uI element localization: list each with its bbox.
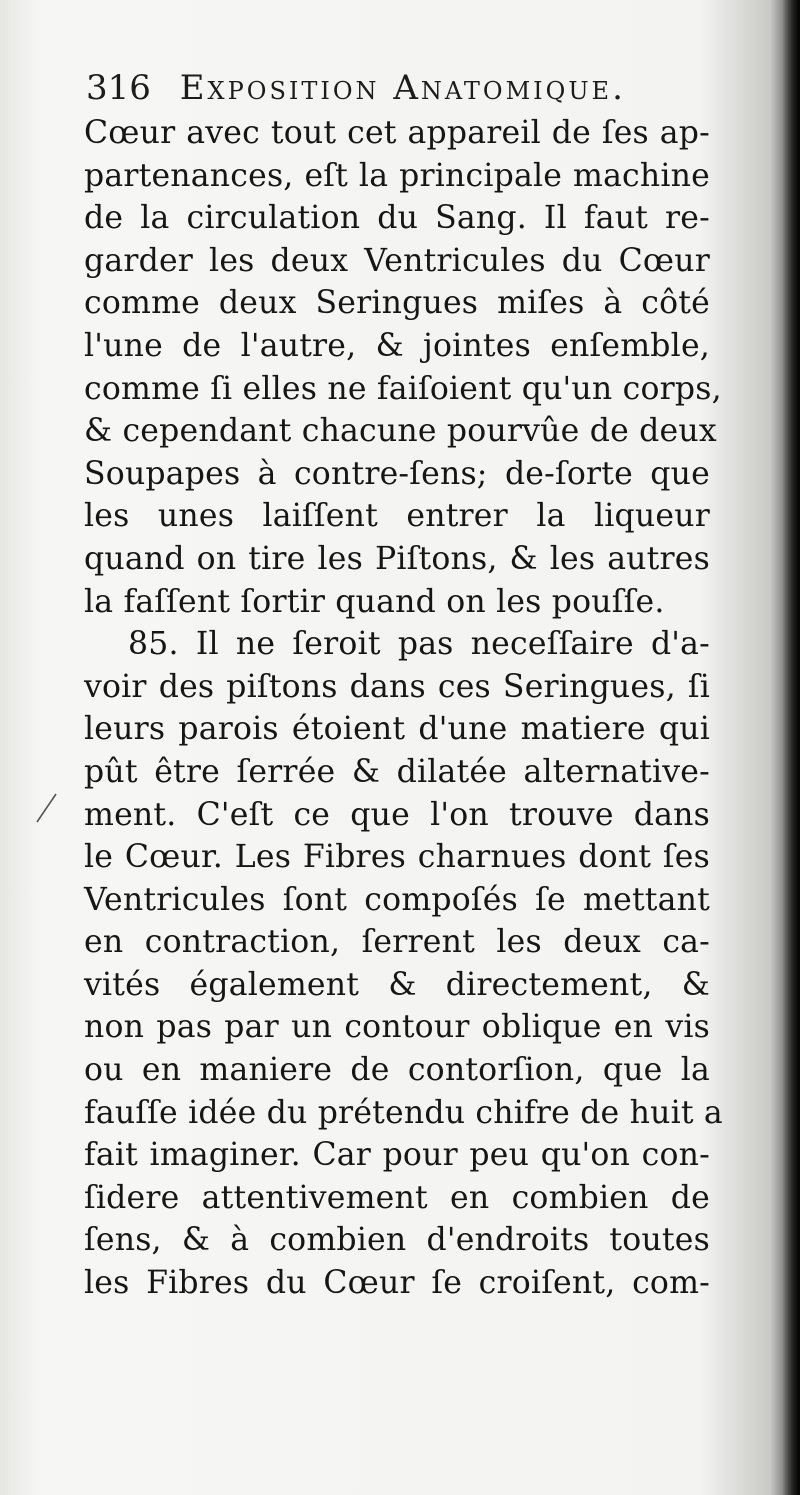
margin-stroke-mark — [34, 792, 58, 826]
text-line: ment. C'eſt ce que l'on trouve dans — [84, 796, 710, 833]
text-line: pût être ſerrée & dilatée alternative- — [84, 753, 710, 790]
text-line: & cependant chacune pourvûe de deux — [84, 413, 717, 450]
text-line: en contraction, ſerrent les deux ca- — [84, 924, 710, 961]
text-line: fauſſe idée du prétendu chifre de huit a — [84, 1094, 723, 1131]
paragraph-end-line: la faſſent ſortir quand on les pouſſe. — [84, 583, 665, 620]
text-line: de la circulation du Sang. Il faut re- — [84, 200, 710, 237]
text-line: voir des piſtons dans ces Seringues, ſi — [84, 668, 710, 705]
text-line: quand on tire les Piſtons, & les autres — [84, 540, 710, 577]
text-line: l'une de l'autre, & jointes enſemble, — [84, 327, 710, 364]
text-line: Cœur avec tout cet appareil de ſes ap- — [84, 115, 710, 151]
paragraph-start-line: 85. Il ne ſeroit pas neceſſaire d'a- — [128, 626, 710, 663]
text-line: Soupapes à contre-ſens; de-ſorte que — [84, 455, 710, 492]
text-line: les Fibres du Cœur ſe croiſent, com- — [84, 1265, 710, 1302]
text-line: ſens, & à combien d'endroits toutes — [84, 1222, 710, 1259]
text-line: fait imaginer. Car pour peu qu'on con- — [84, 1137, 710, 1174]
spine-shadow — [782, 0, 800, 1495]
text-line: Ventricules ſont compoſés ſe mettant — [84, 881, 710, 918]
running-title: Exposition Anatomique. — [179, 68, 626, 108]
text-line: comme ſi elles ne faiſoient qu'un corps, — [84, 370, 722, 407]
text-line: ou en maniere de contorſion, que la — [84, 1052, 710, 1089]
text-line: le Cœur. Les Fibres charnues dont ſes — [84, 839, 710, 876]
text-line: partenances, eſt la principale machine — [84, 157, 710, 194]
text-line: comme deux Seringues miſes à côté — [84, 285, 710, 322]
text-line: leurs parois étoient d'une matiere qui — [84, 711, 710, 748]
text-line: ſidere attentivement en combien de — [84, 1179, 710, 1216]
text-line: garder les deux Ventricules du Cœur — [84, 242, 710, 279]
text-line: les unes laiſſent entrer la liqueur — [84, 498, 710, 535]
page-header — [86, 62, 686, 114]
page-number: 316 — [86, 68, 151, 108]
text-line: vités également & directement, & — [84, 966, 710, 1003]
body-text — [84, 112, 723, 1305]
text-line: non pas par un contour oblique en vis — [84, 1009, 710, 1046]
